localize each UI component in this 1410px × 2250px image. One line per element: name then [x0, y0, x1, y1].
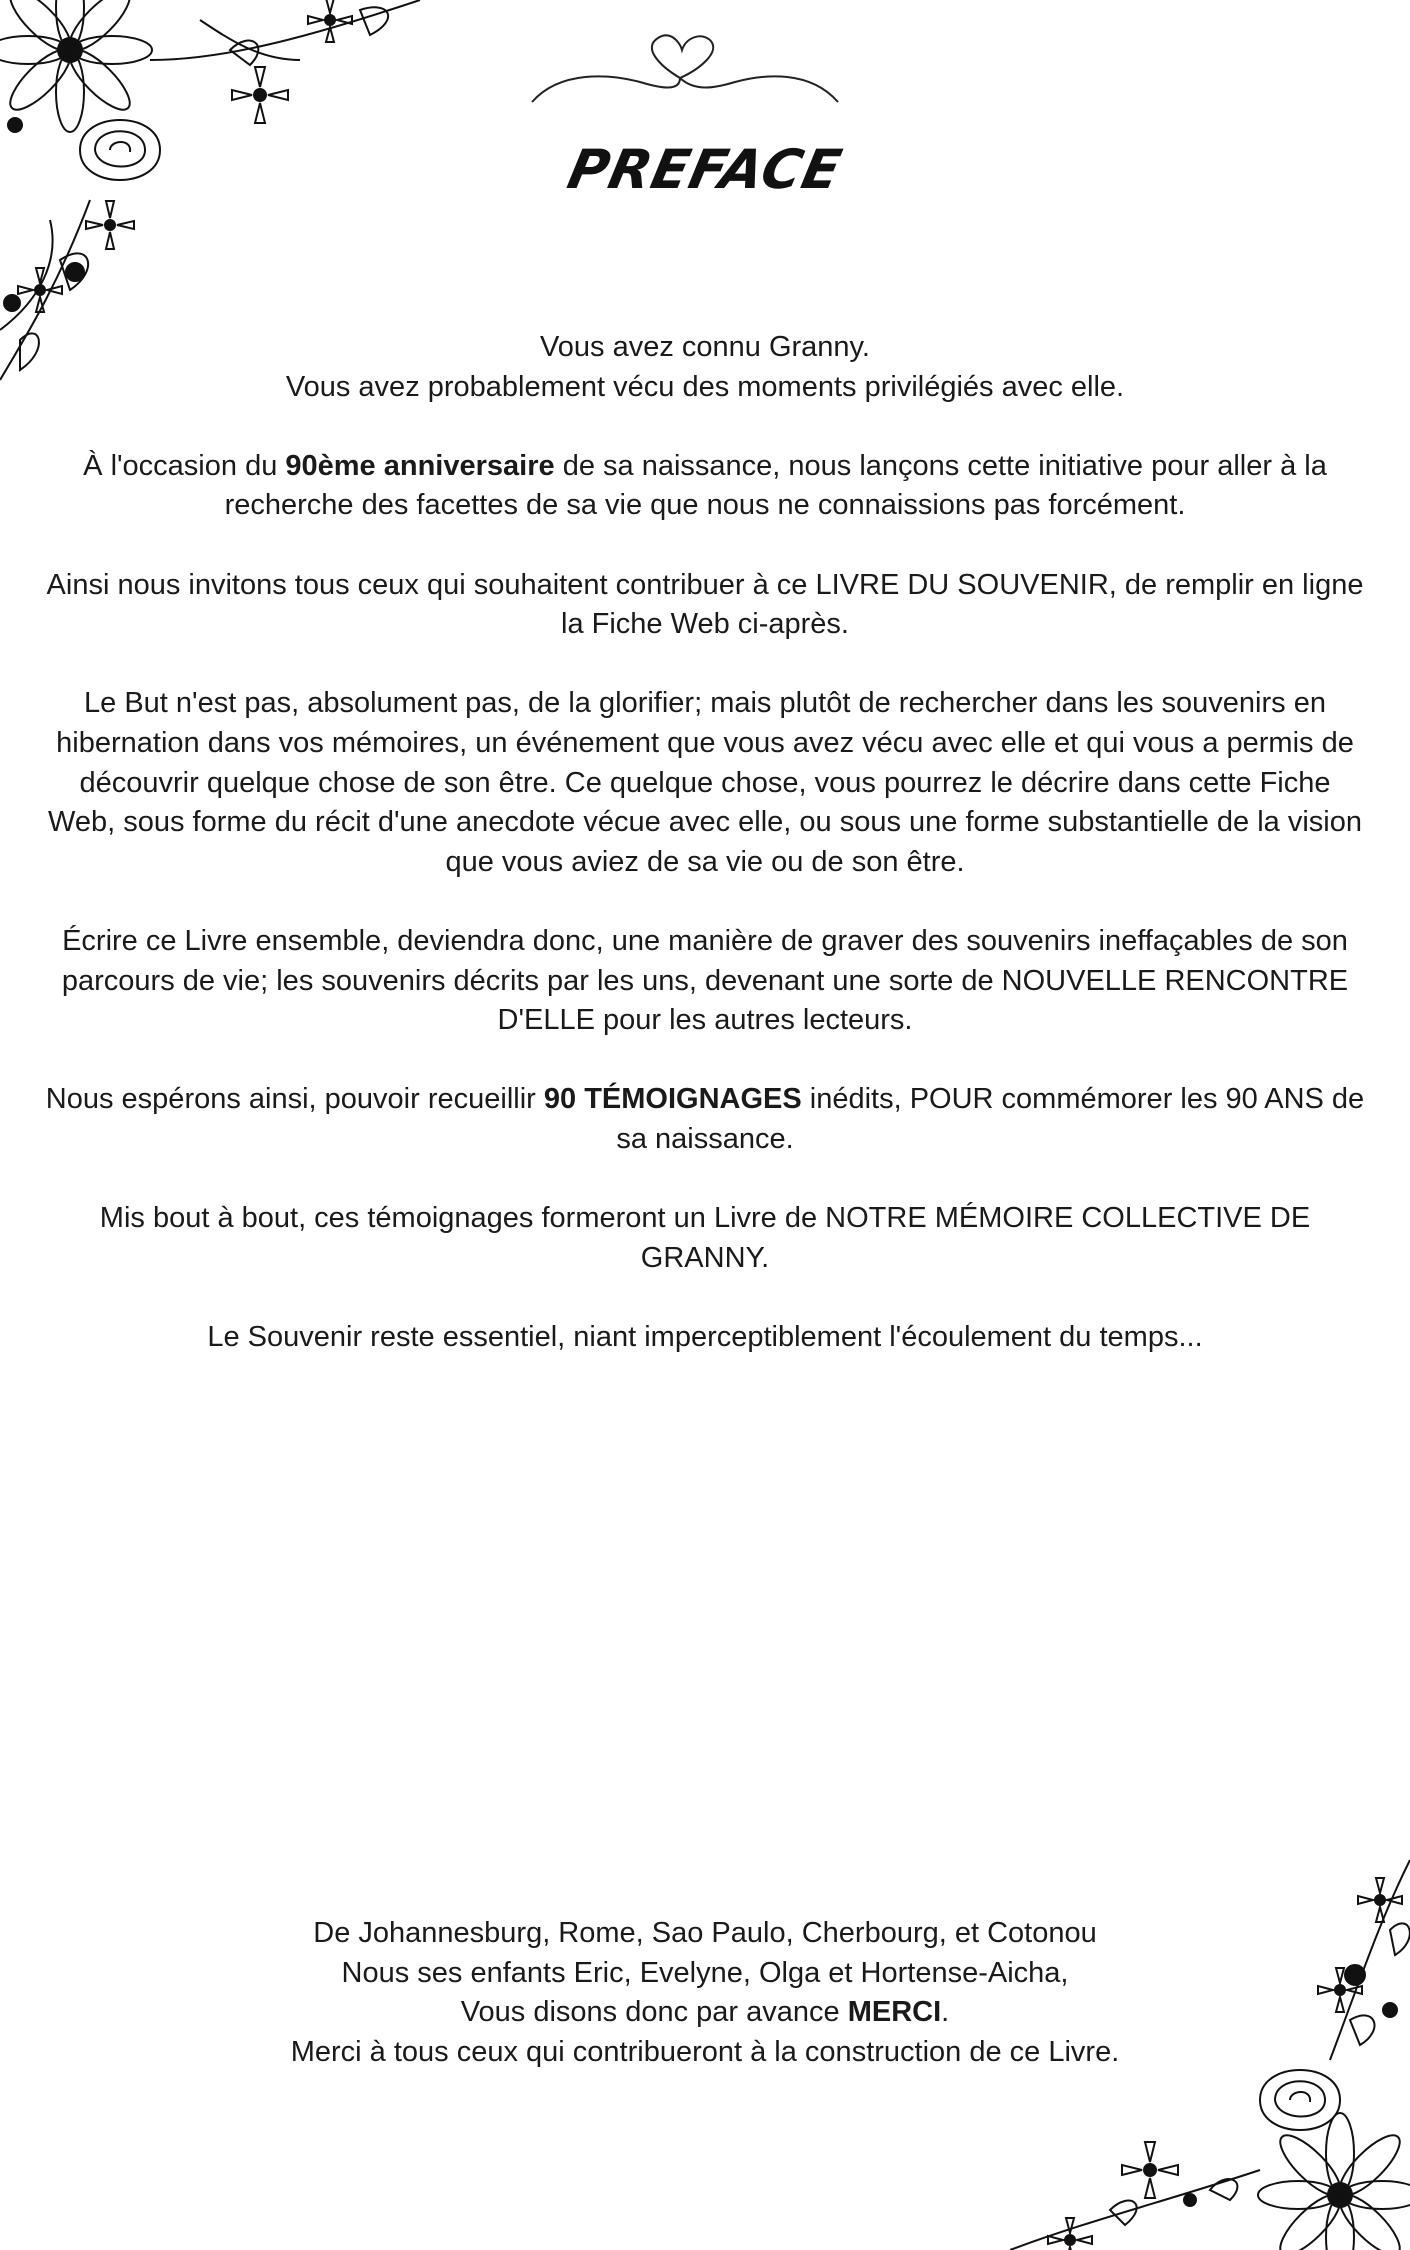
- thanks-text-end: .: [941, 1996, 950, 2029]
- paragraph-purpose: Le But n'est pas, absolument pas, de la glorifier; mais plutôt de rechercher dans les souvenirs en hibernation dans vos mémoires, un événement que vous avez vécu avec elle et qui vous a permis de découvrir quelque chose de son être. Ce quelque chose, vous pourrez le décrire dans cette Fiche Web, sous forme du récit d'une anecdote vécue avec elle, ou sous une forme substantielle de la vision que vous aviez de sa vie ou de son être.: [48, 687, 1362, 878]
- preface-body: [44, 328, 1366, 1397]
- closing-line-thanks: [44, 1993, 1366, 2033]
- page-title: PREFACE: [562, 138, 848, 201]
- paragraph-souvenir: Le Souvenir reste essentiel, niant imperceptiblement l'écoulement du temps...: [207, 1320, 1203, 1353]
- hope-text-end: inédits, POUR commémorer les 90 ANS de sa naissance.: [616, 1083, 1365, 1155]
- closing-line-cities: De Johannesburg, Rome, Sao Paulo, Cherbourg, et Cotonou: [313, 1917, 1097, 1949]
- paragraph-occasion: [44, 447, 1366, 526]
- paragraph-hope: [44, 1080, 1366, 1159]
- occasion-highlight: 90ème anniversaire: [285, 449, 555, 482]
- closing-line-contributors: Merci à tous ceux qui contribueront à la construction de ce Livre.: [290, 2035, 1120, 2068]
- thanks-highlight: MERCI: [847, 1996, 942, 2029]
- paragraph-collective: Mis bout à bout, ces témoignages formeront un Livre de NOTRE MÉMOIRE COLLECTIVE DE GRANNY.: [99, 1202, 1311, 1274]
- heart-ornament-icon: [530, 30, 840, 110]
- hope-text-start: Nous espérons ainsi, pouvoir recueillir: [45, 1083, 544, 1116]
- occasion-text-start: À l'occasion du: [83, 449, 286, 482]
- hope-highlight: 90 TÉMOIGNAGES: [543, 1083, 802, 1116]
- thanks-text-start: Vous disons donc par avance: [460, 1996, 848, 2029]
- occasion-text-end: de sa naissance, nous lançons cette initiative pour aller à la recherche des facettes de sa vie que nous ne connaissions pas forcément.: [224, 449, 1327, 522]
- intro-line-1: Vous avez connu Granny.: [540, 331, 870, 363]
- paragraph-invitation: Ainsi nous invitons tous ceux qui souhaitent contribuer à ce LIVRE DU SOUVENIR, de remplir en ligne la Fiche Web ci-après.: [46, 568, 1364, 641]
- paragraph-book: Écrire ce Livre ensemble, deviendra donc, une manière de graver des souvenirs ineffaçables de son parcours de vie; les souvenirs décrits par les uns, devenant une sorte de NOUVELLE RENCONTRE D'ELLE pour les autres lecteurs.: [61, 924, 1349, 1037]
- paragraph-intro: [44, 328, 1366, 407]
- intro-line-2: Vous avez probablement vécu des moments privilégiés avec elle.: [285, 370, 1125, 403]
- closing-line-children: Nous ses enfants Eric, Evelyne, Olga et Hortense-Aicha,: [341, 1956, 1069, 1989]
- closing-signature: [44, 1914, 1366, 2072]
